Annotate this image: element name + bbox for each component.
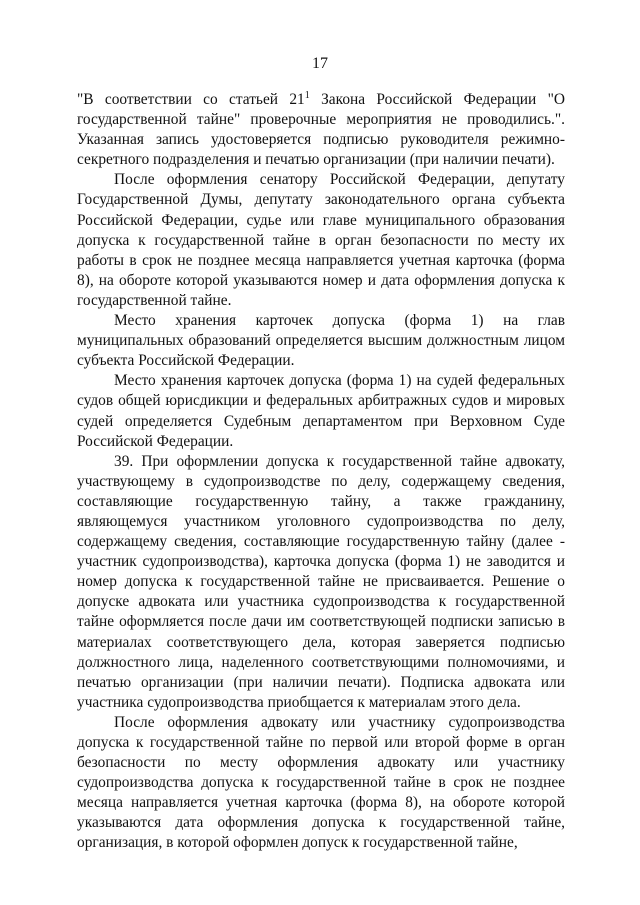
document-body — [77, 90, 565, 854]
paragraph-2: После оформления сенатору Российской Федерации, депутату Государственной Думы, депутату законодательного органа субъекта Российской Федерации, судье или главе муниципального образования допуска к государственной тайне в орган безопасности по месту их работы в срок не позднее месяца направляется учетная карточка (форма 8), на обороте которой указываются номер и дата оформления допуска к государственной тайне. — [77, 171, 565, 309]
paragraph-1-end: Закона Российской Федерации "О государственной тайне" проверочные мероприятия не проводились.". Указанная запись удостоверяется подписью руководителя режимно-секретного подразделения и печатью организации (при наличии печати). — [77, 91, 565, 169]
paragraph-4: Место хранения карточек допуска (форма 1) на судей федеральных судов общей юрисдикции и федеральных арбитражных судов и мировых судей определяется Судебным департаментом при Верховном Суде Российской Федерации. — [77, 372, 565, 450]
page-number: 17 — [312, 55, 328, 72]
paragraph-1-start: "В соответствии со статьей 21 — [77, 91, 305, 108]
superscript-1: 1 — [304, 90, 310, 101]
paragraph-6: После оформления адвокату или участнику судопроизводства допуска к государственной тайне по первой или второй форме в орган безопасности по месту оформления адвокату или участнику судопроизводства допуска к государственной тайне в срок не позднее месяца направляется учетная карточка (форма 8), на обороте которой указываются дата оформления допуска к государственной тайне, организация, в которой оформлен допуск к государственной тайне, — [77, 713, 565, 852]
paragraph-1 — [77, 90, 565, 170]
paragraph-5: 39. При оформлении допуска к государственной тайне адвокату, участвующему в судопроизводстве по делу, содержащему сведения, составляющие государственную тайну, а также гражданину, являющемуся участником уголовного судопроизводства по делу, содержащему сведения, составляющие государственную тайну (далее - участник судопроизводства), карточка допуска (форма 1) не заводится и номер допуска к государственной тайне не присваивается. Решение о допуске адвоката или участника судопроизводства к государственной тайне оформляется после дачи им соответствующей подписки записью в материалах соответствующего дела, которая заверяется подписью должностного лица, наделенного соответствующими полномочиями, и печатью организации (при наличии печати). Подписка адвоката или участника судопроизводства приобщается к материалам этого дела. — [77, 452, 565, 711]
paragraph-3: Место хранения карточек допуска (форма 1) на глав муниципальных образований определяется высшим должностным лицом субъекта Российской Федерации. — [77, 312, 565, 370]
